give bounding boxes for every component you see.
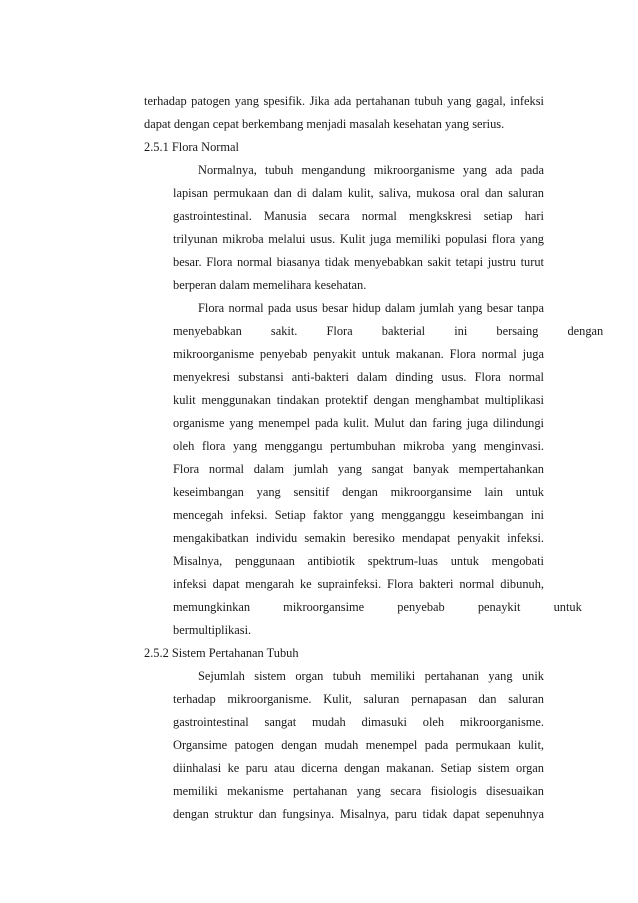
body-text-line: trilyunan mikroba melalui usus. Kulit juga memiliki populasi flora yang — [173, 232, 544, 246]
paragraph-first-line: Normalnya, tubuh mengandung mikroorganisme yang ada pada — [198, 163, 544, 177]
body-text-line: gastrointestinal. Manusia secara normal mengkskresi setiap hari — [173, 209, 544, 223]
body-text-line: mencegah infeksi. Setiap faktor yang mengganggu keseimbangan ini — [173, 508, 544, 522]
body-text-line: memiliki mekanisme pertahanan yang secara fisiologis disesuaikan — [173, 784, 544, 798]
body-text-line: berperan dalam memelihara kesehatan. — [173, 278, 367, 292]
body-text-line: menyekresi substansi anti-bakteri dalam dinding usus. Flora normal — [173, 370, 544, 384]
body-text-line: terhadap mikroorganisme. Kulit, saluran pernapasan dan saluran — [173, 692, 544, 706]
paragraph-first-line: Sejumlah sistem organ tubuh memiliki pertahanan yang unik — [198, 669, 544, 683]
body-text-line: gastrointestinal sangat mudah dimasuki oleh mikroorganisme. — [173, 715, 544, 729]
body-text-line: infeksi dapat mengarah ke suprainfeksi. Flora bakteri normal dibunuh, — [173, 577, 544, 591]
body-text-line: Misalnya, penggunaan antibiotik spektrum-luas untuk mengobati — [173, 554, 544, 568]
body-text-line: mengakibatkan individu semakin beresiko mendapat penyakit infeksi. — [173, 531, 544, 545]
body-text-line: terhadap patogen yang spesifik. Jika ada pertahanan tubuh yang gagal, infeksi — [144, 94, 544, 108]
body-text-line: Organsime patogen dengan mudah menempel pada permukaan kulit, — [173, 738, 544, 752]
body-text-line: dengan struktur dan fungsinya. Misalnya, paru tidak dapat sepenuhnya — [173, 807, 544, 821]
body-text-line: Flora normal dalam jumlah yang sangat banyak mempertahankan — [173, 462, 544, 476]
paragraph-first-line: Flora normal pada usus besar hidup dalam jumlah yang besar tanpa — [198, 301, 544, 315]
body-text-line: lapisan permukaan dan di dalam kulit, saliva, mukosa oral dan saluran — [173, 186, 544, 200]
body-text-line: oleh flora yang menggangu pertumbuhan mikroba yang menginvasi. — [173, 439, 544, 453]
section-heading-flora-normal: 2.5.1 Flora Normal — [144, 140, 239, 154]
body-text-line: bermultiplikasi. — [173, 623, 252, 637]
body-text-line: organisme yang menempel pada kulit. Mulut dan faring juga dilindungi — [173, 416, 544, 430]
body-text-line: kulit menggunakan tindakan protektif dengan menghambat multiplikasi — [173, 393, 544, 407]
body-text-line: besar. Flora normal biasanya tidak menyebabkan sakit tetapi justru turut — [173, 255, 544, 269]
body-text-line: menyebabkan sakit. Flora bakterial ini bersaing dengan — [173, 324, 604, 338]
body-text-line: mikroorganisme penyebab penyakit untuk makanan. Flora normal juga — [173, 347, 544, 361]
body-text-line: dapat dengan cepat berkembang menjadi masalah kesehatan yang serius. — [144, 117, 505, 131]
body-text-line: diinhalasi ke paru atau dicerna dengan makanan. Setiap sistem organ — [173, 761, 544, 775]
body-text-line: memungkinkan mikroorgansime penyebab penaykit untuk — [173, 600, 582, 614]
body-text-line: keseimbangan yang sensitif dengan mikroorgansime lain untuk — [173, 485, 544, 499]
section-heading-sistem-pertahanan: 2.5.2 Sistem Pertahanan Tubuh — [144, 646, 299, 660]
